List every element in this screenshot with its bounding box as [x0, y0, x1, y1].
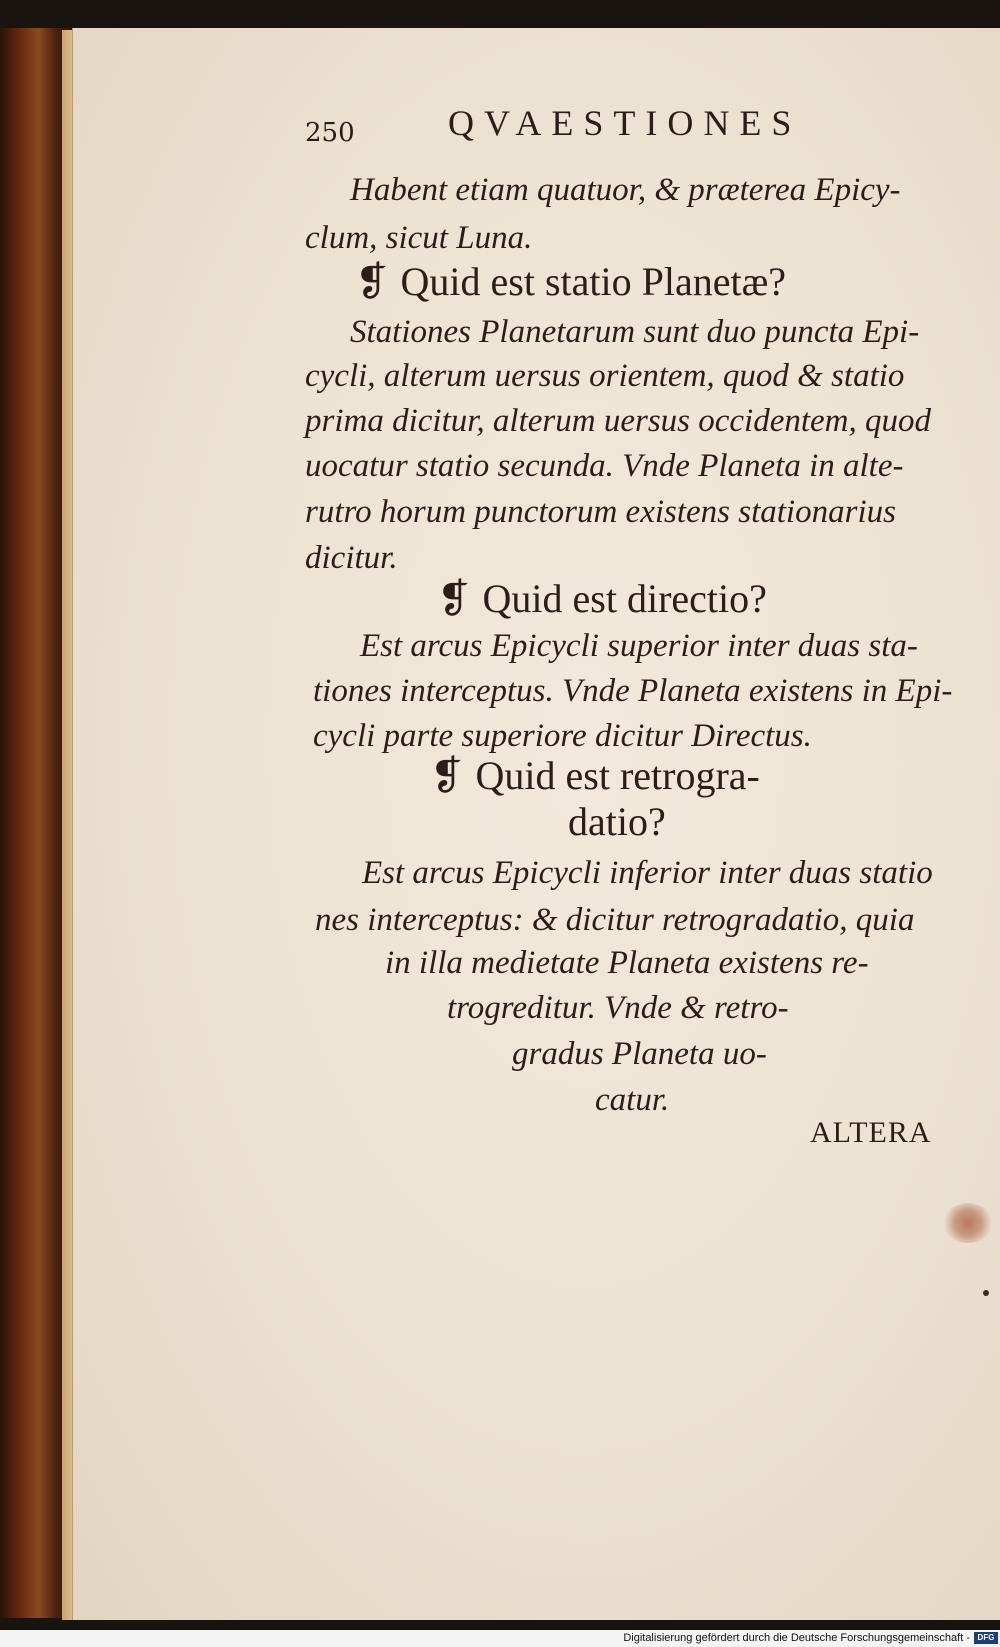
dfg-logo: DFG	[974, 1632, 998, 1644]
text-line: Habent etiam quatuor, & præterea Epicy-	[350, 172, 901, 208]
text-line: Est arcus Epicycli inferior inter duas statio	[362, 855, 933, 891]
question-heading: ❡ Quid est retrogra-	[430, 753, 760, 798]
footer-credit: Digitalisierung gefördert durch die Deutsche Forschungsgemeinschaft -	[623, 1632, 970, 1644]
page-number: 250	[305, 118, 355, 148]
text-line: catur.	[595, 1082, 670, 1118]
text-line: trogreditur. Vnde & retro-	[447, 990, 789, 1026]
page-stain	[943, 1203, 993, 1243]
book-spine	[0, 28, 70, 1618]
text-line: prima dicitur, alterum uersus occidentem, quod	[305, 403, 932, 439]
text-line: nes interceptus: & dicitur retrogradatio, quia	[315, 902, 915, 938]
footer-bar	[0, 1630, 1000, 1647]
text-line: cycli parte superiore dicitur Directus.	[313, 718, 812, 754]
text-line: rutro horum punctorum existens stationarius	[305, 494, 896, 530]
question-heading-cont: datio?	[568, 799, 666, 844]
text-line: clum, sicut Luna.	[305, 220, 533, 256]
pilcrow-icon: ❡	[437, 576, 471, 621]
text-line: cycli, alterum uersus orientem, quod & statio	[305, 358, 905, 394]
pilcrow-icon: ❡	[430, 753, 464, 798]
running-title: QVAESTIONES	[448, 103, 802, 143]
text-line: gradus Planeta uo-	[512, 1036, 767, 1072]
catchword: ALTERA	[810, 1116, 932, 1149]
text-line: dicitur.	[305, 540, 398, 576]
ink-speck	[983, 1290, 989, 1296]
text-line: Stationes Planetarum sunt duo puncta Epi-	[350, 314, 920, 350]
text-line: uocatur statio secunda. Vnde Planeta in alte-	[305, 448, 904, 484]
question-heading: ❡ Quid est statio Planetæ?	[355, 259, 787, 304]
text-line: in illa medietate Planeta existens re-	[385, 945, 869, 981]
text-line: Est arcus Epicycli superior inter duas sta-	[360, 628, 918, 664]
question-heading: ❡ Quid est directio?	[437, 576, 767, 621]
text-line: tiones interceptus. Vnde Planeta existens in Epi-	[313, 673, 953, 709]
pilcrow-icon: ❡	[355, 259, 389, 304]
